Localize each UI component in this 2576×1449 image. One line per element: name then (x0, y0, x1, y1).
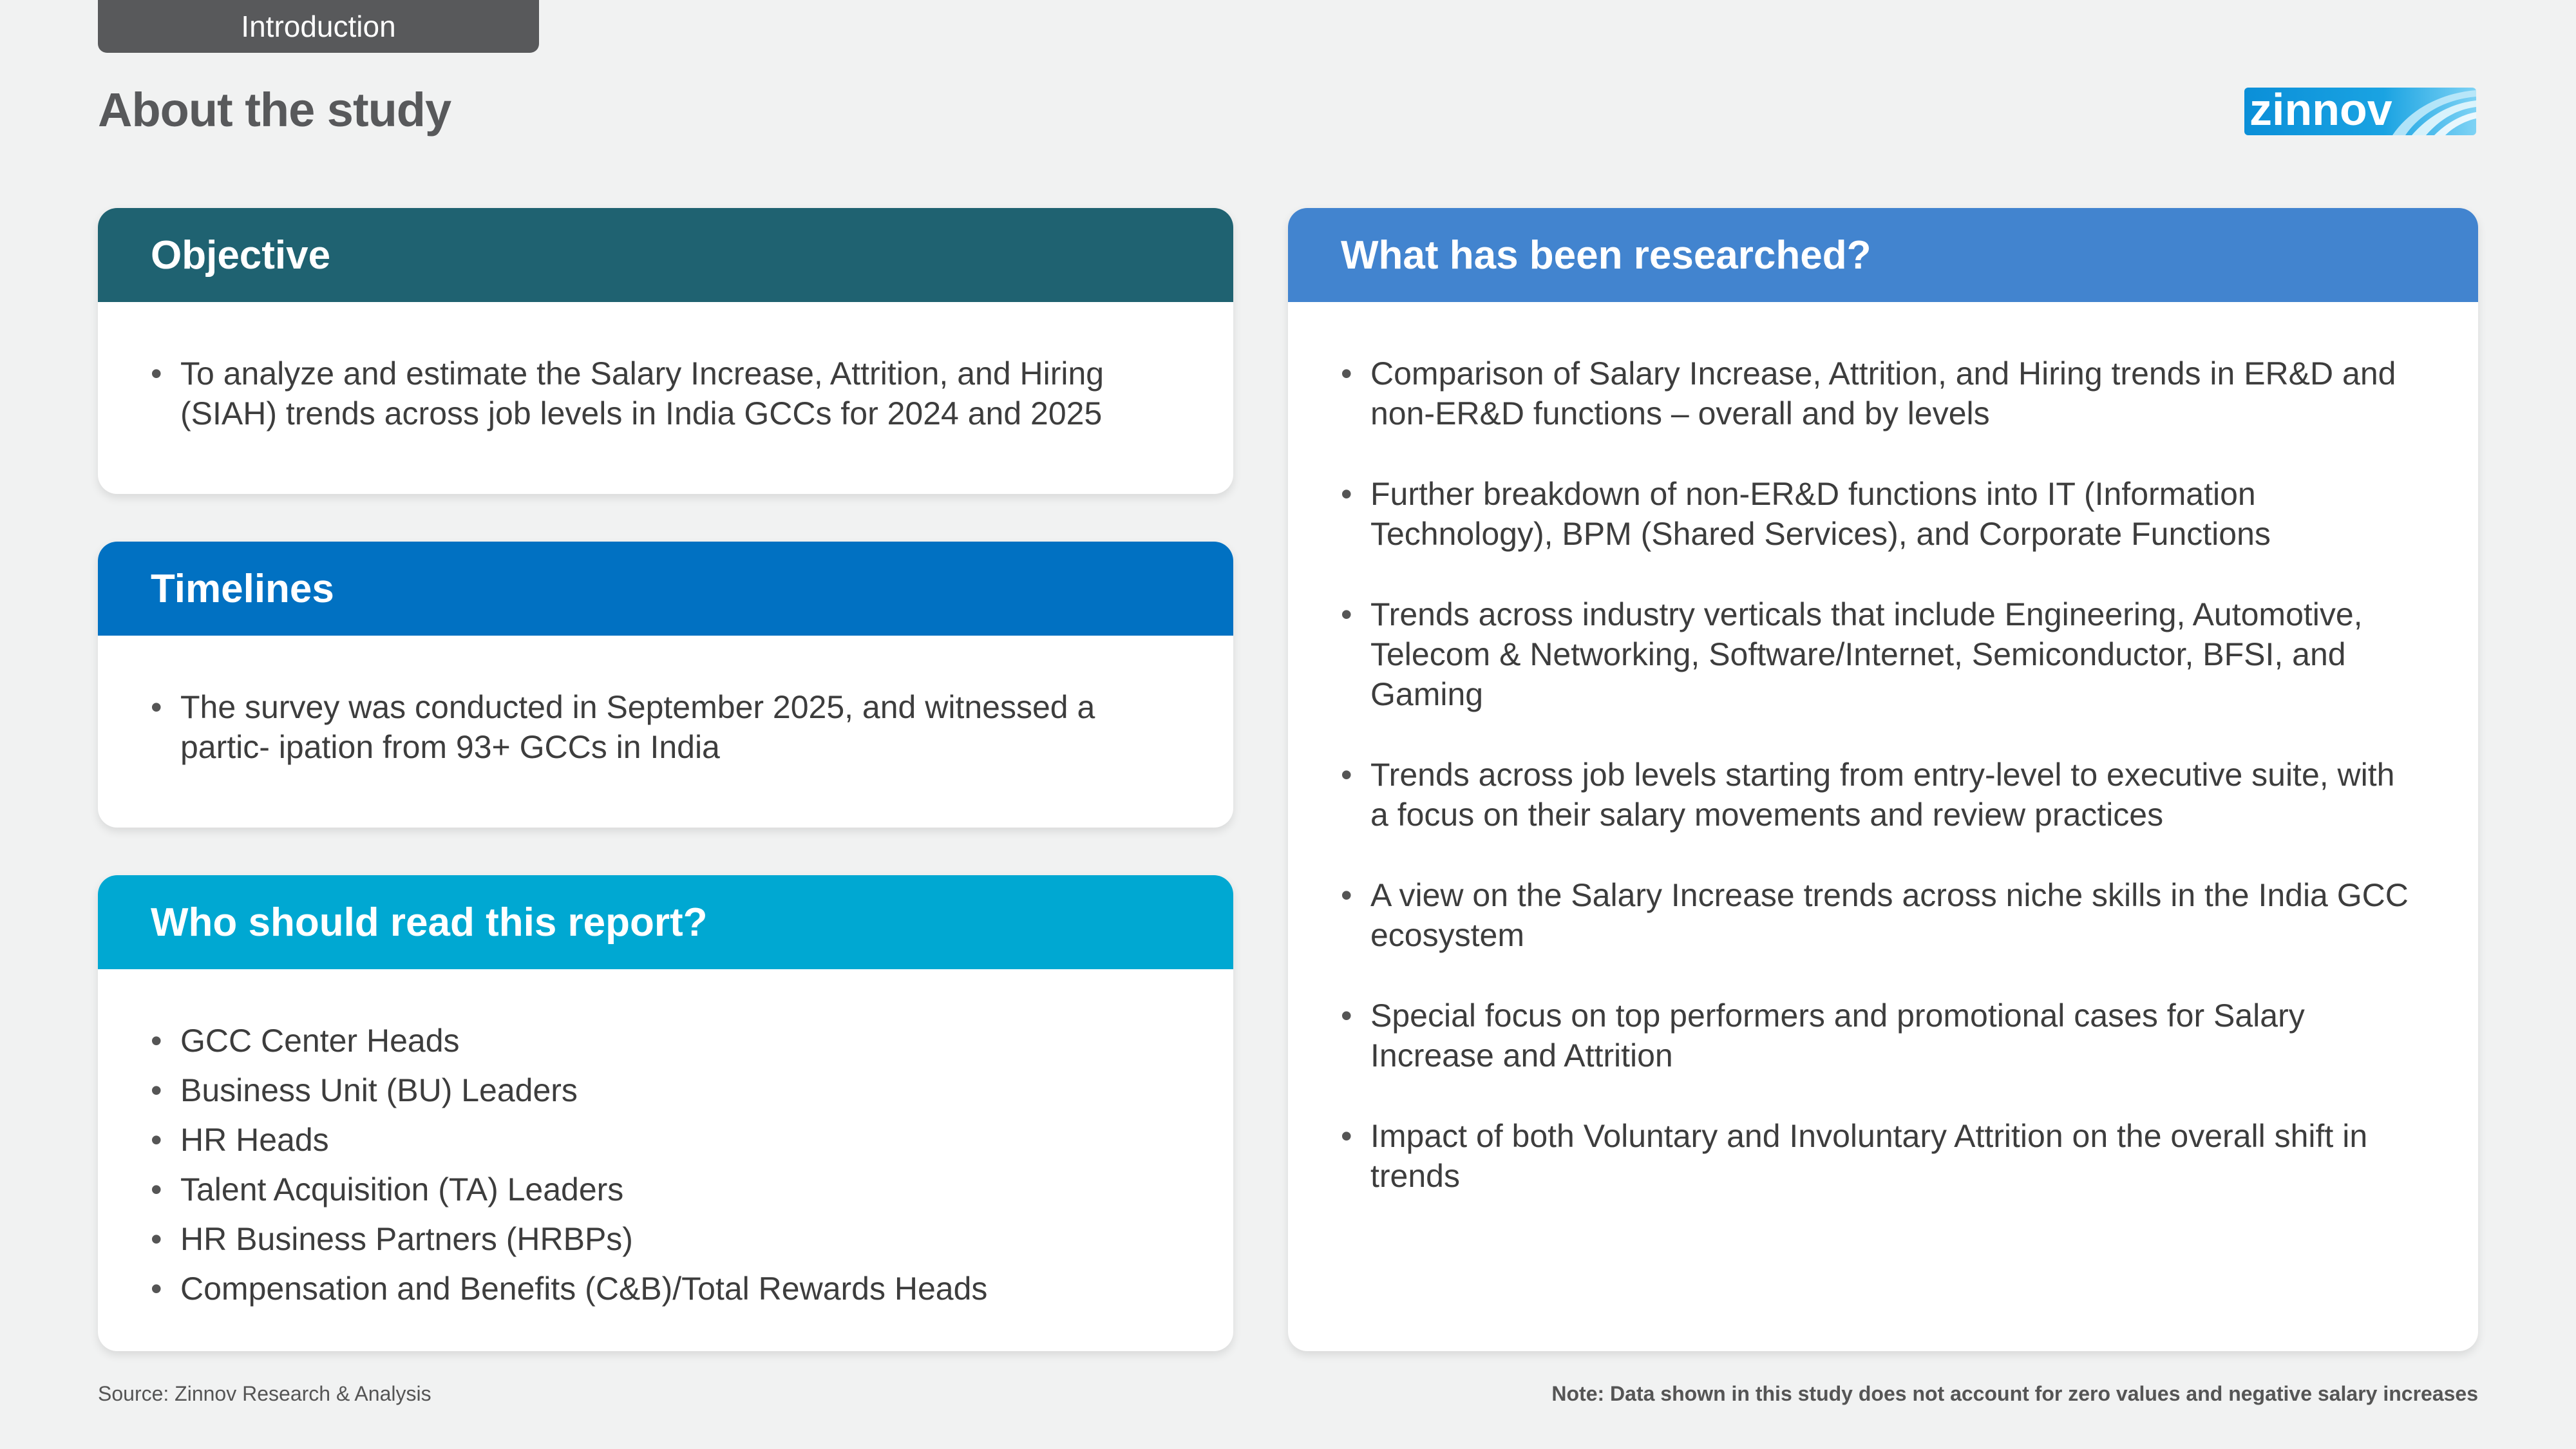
source-note: Source: Zinnov Research & Analysis (98, 1382, 431, 1405)
logo-text: zinnov (2249, 88, 2392, 135)
list-item: • Special focus on top performers and promotional cases for Salary Increase and Attrition (1341, 996, 2414, 1075)
audience-card (98, 875, 1233, 1351)
page-title: About the study (98, 83, 451, 137)
list-item: • Talent Acquisition (TA) Leaders (151, 1170, 1188, 1209)
list-item: • Comparison of Salary Increase, Attrition, and Hiring trends in ER&D and non-ER&D functions – overall and by levels (1341, 354, 2414, 433)
research-card-title: What has been researched? (1288, 208, 2478, 302)
list-item: • HR Heads (151, 1120, 1188, 1160)
list-item: • To analyze and estimate the Salary Increase, Attrition, and Hiring (SIAH) trends across job levels in India GCCs for 2024 and 2025 (151, 354, 1188, 433)
data-note: Note: Data shown in this study does not account for zero values and negative salary increases (1551, 1382, 2478, 1405)
logo-swoosh-icon (2386, 88, 2476, 135)
list-item: • Business Unit (BU) Leaders (151, 1070, 1188, 1110)
audience-card-title: Who should read this report? (98, 875, 1233, 969)
list-item: • Trends across job levels starting from entry-level to executive suite, with a focus on their salary movements and review practices (1341, 755, 2414, 835)
list-item: • The survey was conducted in September 2025, and witnessed a partic- ipation from 93+ GCCs in India (151, 687, 1188, 767)
list-item: • HR Business Partners (HRBPs) (151, 1219, 1188, 1259)
objective-card-title: Objective (98, 208, 1233, 302)
timelines-card (98, 542, 1233, 828)
list-item: • A view on the Salary Increase trends across niche skills in the India GCC ecosystem (1341, 875, 2414, 955)
timelines-card-title: Timelines (98, 542, 1233, 636)
objective-list (151, 354, 1188, 433)
audience-list (151, 1021, 1188, 1309)
list-item: • Impact of both Voluntary and Involuntary Attrition on the overall shift in trends (1341, 1116, 2414, 1196)
list-item: • Trends across industry verticals that include Engineering, Automotive, Telecom & Networking, Software/Internet, Semiconductor, BFSI, and Gaming (1341, 594, 2414, 714)
research-card (1288, 208, 2478, 1351)
list-item: • Compensation and Benefits (C&B)/Total Rewards Heads (151, 1269, 1188, 1309)
timelines-list (151, 687, 1188, 767)
list-item: • GCC Center Heads (151, 1021, 1188, 1061)
list-item: • Further breakdown of non-ER&D functions into IT (Information Technology), BPM (Shared Services), and Corporate Functions (1341, 474, 2414, 554)
section-tab-introduction: Introduction (98, 0, 539, 53)
objective-card (98, 208, 1233, 494)
zinnov-logo (2244, 88, 2476, 135)
research-list (1341, 354, 2414, 1196)
